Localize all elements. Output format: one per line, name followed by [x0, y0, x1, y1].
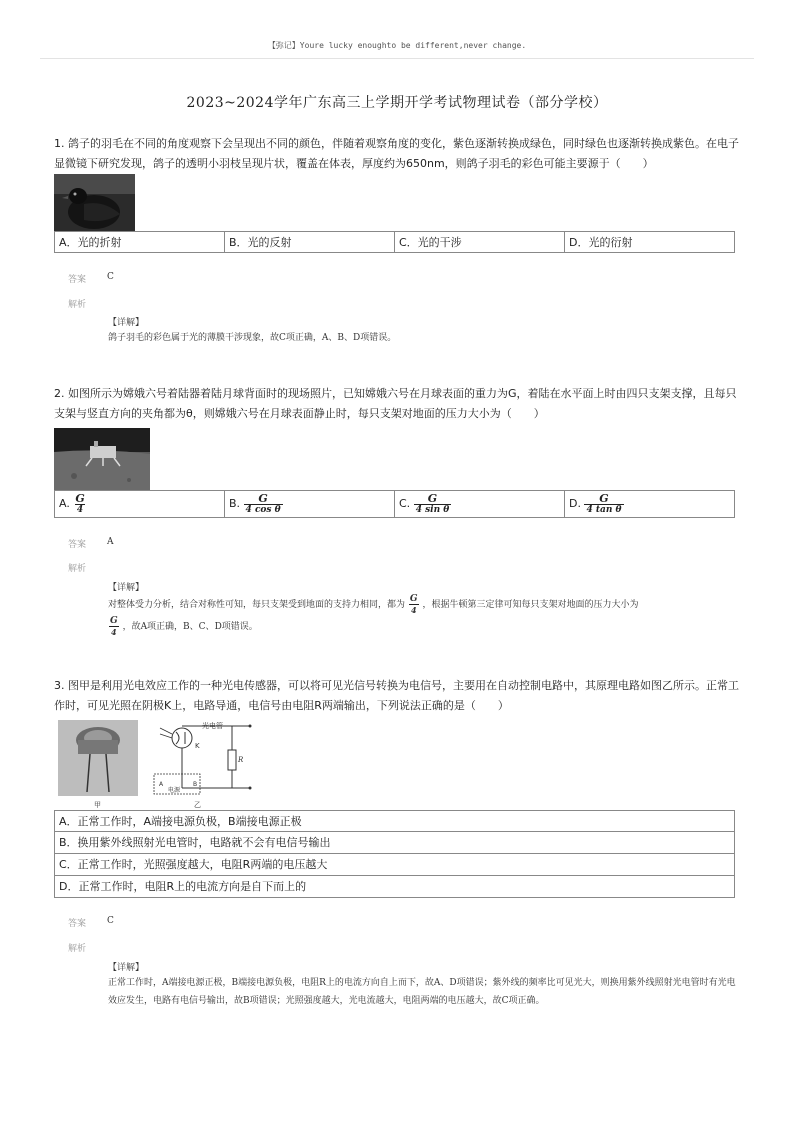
explanation-3: 正常工作时，A端接电源正极，B端接电源负极，电阻R上的电流方向自上而下，故A、D项错误；紫外线的频率比可见光大，则换用紫外线照射光电管时有光电效应发生，电路有电信号输出，故B项错误；光照强度越大，光电流越大，电阻两端的电压越大，故C项正确。: [108, 978, 736, 1006]
explanation-2-part1: 对整体受力分析，结合对称性可知，每只支架受到地面的支持力相同，都为: [108, 600, 406, 610]
phototube-label: 光电管: [202, 722, 223, 730]
terminal-b-label: B: [193, 781, 198, 788]
figure-label-a: 甲: [94, 801, 101, 809]
header-banner: 【弥记】Youre lucky enoughto be different,never change.: [267, 41, 527, 50]
option-2c[interactable]: [395, 491, 565, 518]
answer-2: A: [107, 537, 114, 547]
explanation-2-part2: ，根据牛顿第三定律可知每只支架对地面的压力大小为: [422, 600, 639, 610]
detail-label-2: 【详解】: [108, 583, 145, 593]
option-letter: D.: [569, 497, 581, 510]
option-1d[interactable]: D．光的衍射: [565, 232, 735, 253]
question-2-options: [54, 490, 735, 518]
question-3-options: [54, 810, 735, 898]
terminal-a-label: A: [159, 781, 164, 788]
option-1c[interactable]: C．光的干涉: [395, 232, 565, 253]
source-label: 电源: [168, 787, 181, 794]
answer-1: C: [107, 272, 114, 282]
option-3b[interactable]: B．换用紫外线照射光电管时，电路就不会有电信号输出: [54, 832, 735, 854]
header-divider: [40, 58, 754, 59]
explanation-2-part3: ，故A项正确，B、C、D项错误。: [122, 622, 258, 632]
fraction: [73, 493, 86, 515]
option-3d[interactable]: D．正常工作时，电阻R上的电流方向是自下而上的: [54, 876, 735, 898]
figure-label-b: 乙: [194, 801, 201, 809]
fraction: [244, 493, 283, 515]
question-1-text: 1. 鸽子的羽毛在不同的角度观察下会呈现出不同的颜色，伴随着观察角度的变化，紫色逐渐转换成绿色，同时绿色也逐渐转换成紫色。在电子显微镜下研究发现，鸽子的透明小羽枝呈现片状，覆盖在体表，厚度约为650nm，则鸽子羽毛的彩色可能主要源于（ ）: [54, 137, 739, 170]
pigeon-photo: [54, 174, 135, 231]
denominator: 4 tan θ: [586, 505, 622, 515]
denominator: 4 sin θ: [415, 505, 450, 515]
denominator: 4: [111, 627, 117, 637]
denominator: 4: [410, 605, 417, 615]
answer-label-2: 答案: [68, 540, 87, 550]
option-2a[interactable]: [55, 491, 225, 518]
option-3a[interactable]: A．正常工作时，A端接电源负极，B端接电源正极: [54, 810, 735, 832]
numerator: G: [409, 594, 418, 604]
denominator: 4: [76, 505, 84, 515]
question-2-text: 2. 如图所示为嫦娥六号着陆器着陆月球背面时的现场照片，已知嫦娥六号在月球表面的重力为G，着陆在水平面上时由四只支架支撑，且每只支架与竖直方向的夹角都为θ，则嫦娥六号在月球表面静止时，每只支架对地面的压力大小为（ ）: [54, 387, 737, 420]
option-letter: B.: [229, 497, 241, 510]
option-1a[interactable]: A．光的折射: [55, 232, 225, 253]
analysis-label-3: 解析: [68, 944, 87, 954]
resistor-label: R: [238, 756, 244, 764]
option-1b[interactable]: B．光的反射: [225, 232, 395, 253]
page-title: 2023~2024学年广东高三上学期开学考试物理试卷（部分学校）: [186, 95, 608, 111]
photocell-figure: [54, 718, 254, 810]
fraction: [108, 617, 120, 636]
answer-3: C: [107, 916, 114, 926]
detail-label-3: 【详解】: [108, 963, 145, 973]
detail-label-1: 【详解】: [108, 318, 145, 328]
explanation-2: [108, 594, 738, 638]
option-letter: C.: [399, 497, 411, 510]
cathode-label: K: [195, 742, 200, 750]
explanation-1: 鸽子羽毛的彩色属于光的薄膜干涉现象，故C项正确，A、B、D项错误。: [108, 333, 397, 343]
numerator: G: [599, 492, 609, 505]
analysis-label-1: 解析: [68, 300, 87, 310]
option-3c[interactable]: C．正常工作时，光照强度越大，电阻R两端的电压越大: [54, 854, 735, 876]
question-1-options: [54, 231, 735, 253]
option-letter: A.: [59, 497, 70, 510]
option-2d[interactable]: [565, 491, 735, 518]
fraction: [408, 595, 420, 614]
denominator: 4 cos θ: [245, 505, 281, 515]
numerator: G: [75, 492, 85, 505]
numerator: G: [110, 616, 118, 626]
fraction: [414, 493, 452, 515]
lander-photo: [54, 428, 150, 490]
answer-label-3: 答案: [68, 919, 87, 929]
option-2b[interactable]: [225, 491, 395, 518]
question-3-text: 3. 图甲是利用光电效应工作的一种光电传感器，可以将可见光信号转换为电信号，主要用在自动控制电路中，其原理电路如图乙所示。正常工作时，可见光照在阴极K上，电路导通，电信号由电阻R两端输出，下列说法正确的是（ ）: [54, 679, 739, 712]
numerator: G: [427, 492, 438, 505]
answer-label-1: 答案: [68, 275, 87, 285]
fraction: [584, 493, 623, 515]
numerator: G: [258, 492, 268, 505]
analysis-label-2: 解析: [68, 564, 87, 574]
